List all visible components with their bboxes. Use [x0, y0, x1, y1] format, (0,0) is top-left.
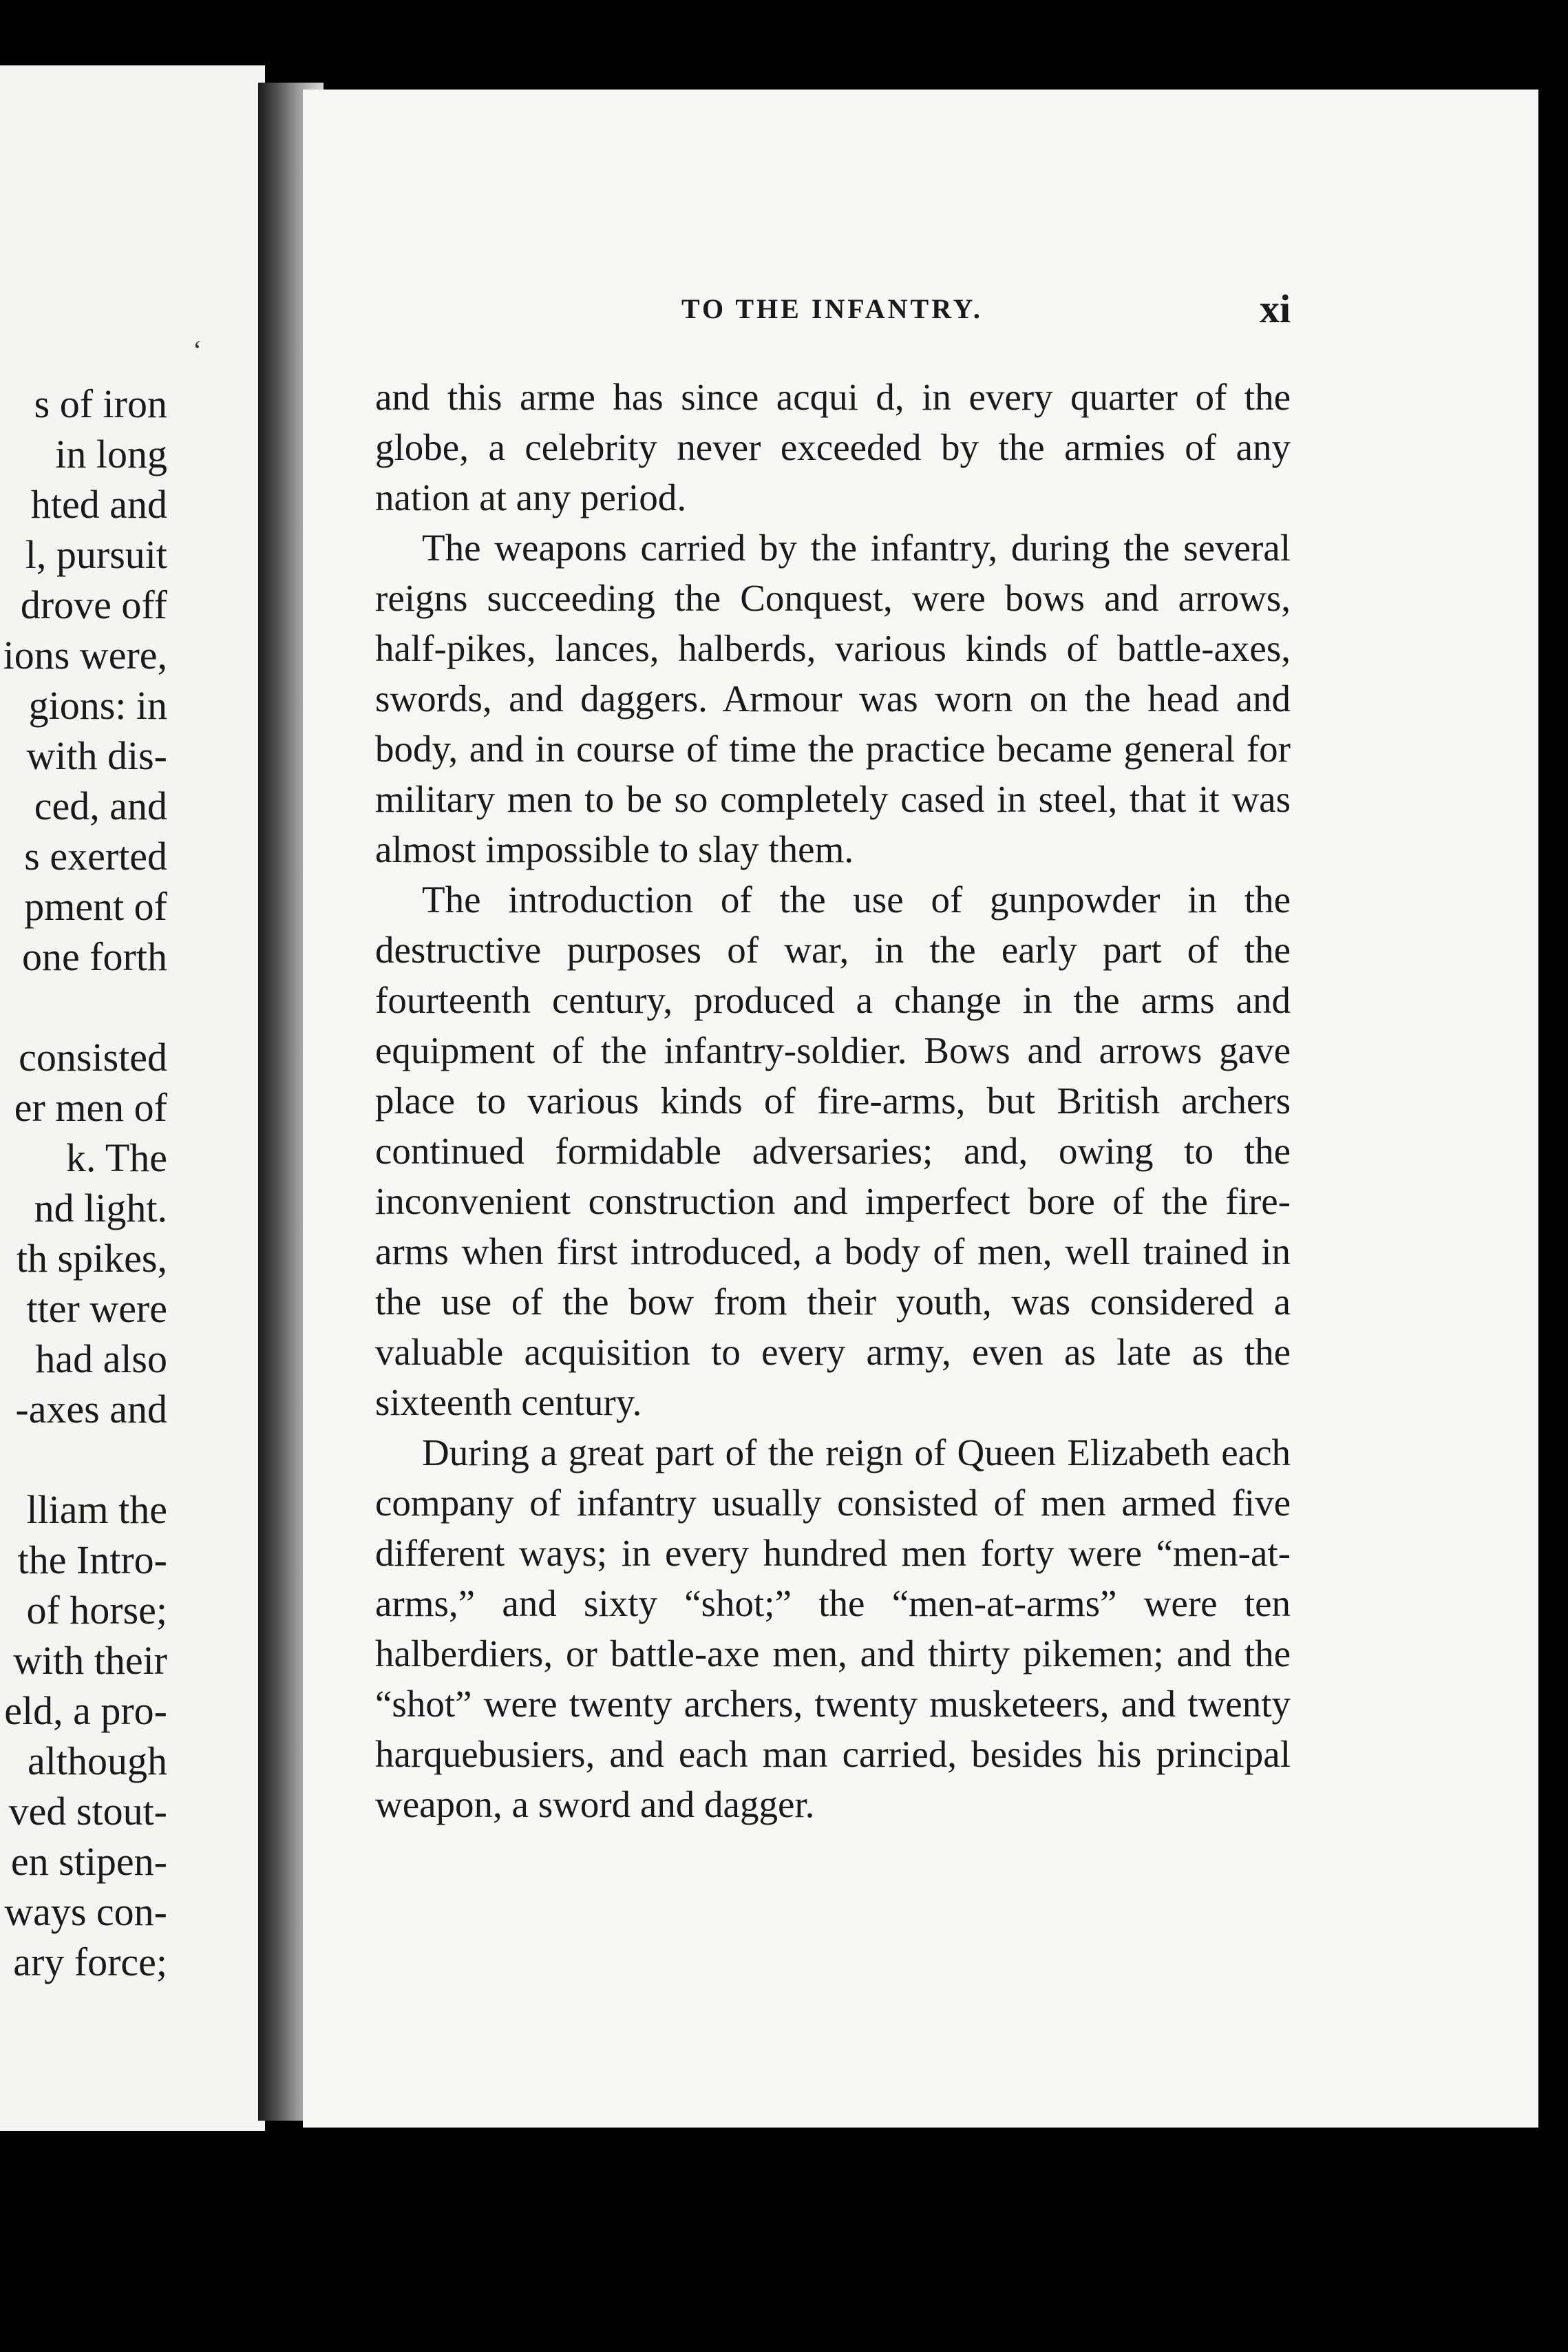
text-line: of horse; — [26, 1588, 167, 1632]
text-line: ary force; — [13, 1940, 167, 1984]
paragraph: and this arme has since acqui d, in every quarter of the globe, a celebrity never exceeded by the armies of any nation at any period. — [375, 376, 1291, 518]
text-line: lliam the — [26, 1487, 167, 1532]
text-line: although — [28, 1739, 167, 1783]
paragraph: The introduction of the use of gunpowder in the destructive purposes of war, in the early part of the fourteenth century, produced a change in the arms and equipment of the infantry-soldier. Bows and arrows gave place to various kinds of fire-arms, but British archers continued formidable adversaries; and, owing to the inconvenient construction and imperfect bore of the fire-arms when first introduced, a body of men, well trained in the use of the bow from their youth, was considered a valuable acquisition to every army, even as late as the sixteenth century. — [375, 879, 1291, 1423]
running-head — [303, 286, 1538, 348]
text-line: consisted — [19, 1035, 167, 1080]
text-line: en stipen- — [10, 1839, 167, 1884]
current-page — [303, 90, 1538, 2128]
text-line: hted and — [30, 482, 167, 527]
text-line: had also — [35, 1336, 167, 1381]
text-line: -axes and — [15, 1387, 167, 1431]
text-line: drove off — [20, 582, 167, 627]
paragraph: The weapons carried by the infantry, during the several reigns succeeding the Conquest, were bows and arrows, half-pikes, lances, halberds, various kinds of battle-axes, swords, and daggers. Armour was worn on the head and body, and in course of time the practice became general for military men to be so completely cased in steel, that it was almost impossible to slay them. — [375, 527, 1291, 870]
text-line: ved stout- — [8, 1789, 167, 1834]
text-line: in long — [55, 432, 167, 476]
text-line: with their — [13, 1638, 167, 1683]
text-line: er men of — [14, 1085, 167, 1130]
page-number: xi — [1260, 286, 1291, 331]
text-line: tter were — [26, 1286, 167, 1331]
body-text — [375, 372, 1291, 1829]
text-line: nd light. — [34, 1186, 167, 1230]
previous-page — [0, 65, 265, 2131]
line-gap — [0, 982, 167, 1032]
text-line: ced, and — [34, 784, 167, 828]
text-line: th spikes, — [16, 1236, 167, 1281]
line-gap — [0, 1434, 167, 1484]
paragraph: During a great part of the reign of Queen Elizabeth each company of infantry usually consisted of men armed five different ways; in every hundred men forty were “men-at-arms,” and sixty “shot;” the “men-at-arms” were ten halberdiers, or battle-axe men, and thirty pikemen; and the “shot” were twenty archers, twenty musketeers, and twenty harquebusiers, and each man carried, besides his principal weapon, a sword and dagger. — [375, 1431, 1291, 1825]
text-line: ions were, — [3, 633, 167, 678]
text-line: k. The — [65, 1135, 167, 1180]
text-line: with dis- — [26, 733, 167, 778]
text-line: the Intro- — [17, 1537, 167, 1582]
previous-page-text — [0, 379, 167, 1987]
text-line: one forth — [22, 934, 167, 979]
text-line: l, pursuit — [25, 532, 167, 577]
text-line: s exerted — [24, 834, 167, 879]
text-line: pment of — [24, 884, 167, 929]
text-line: gions: in — [28, 683, 167, 728]
margin-mark: ‘ — [193, 335, 202, 366]
running-title: TO THE INFANTRY. — [681, 293, 983, 324]
text-line: s of iron — [34, 381, 167, 426]
text-line: eld, a pro- — [4, 1688, 167, 1733]
text-line: ways con- — [4, 1889, 167, 1934]
